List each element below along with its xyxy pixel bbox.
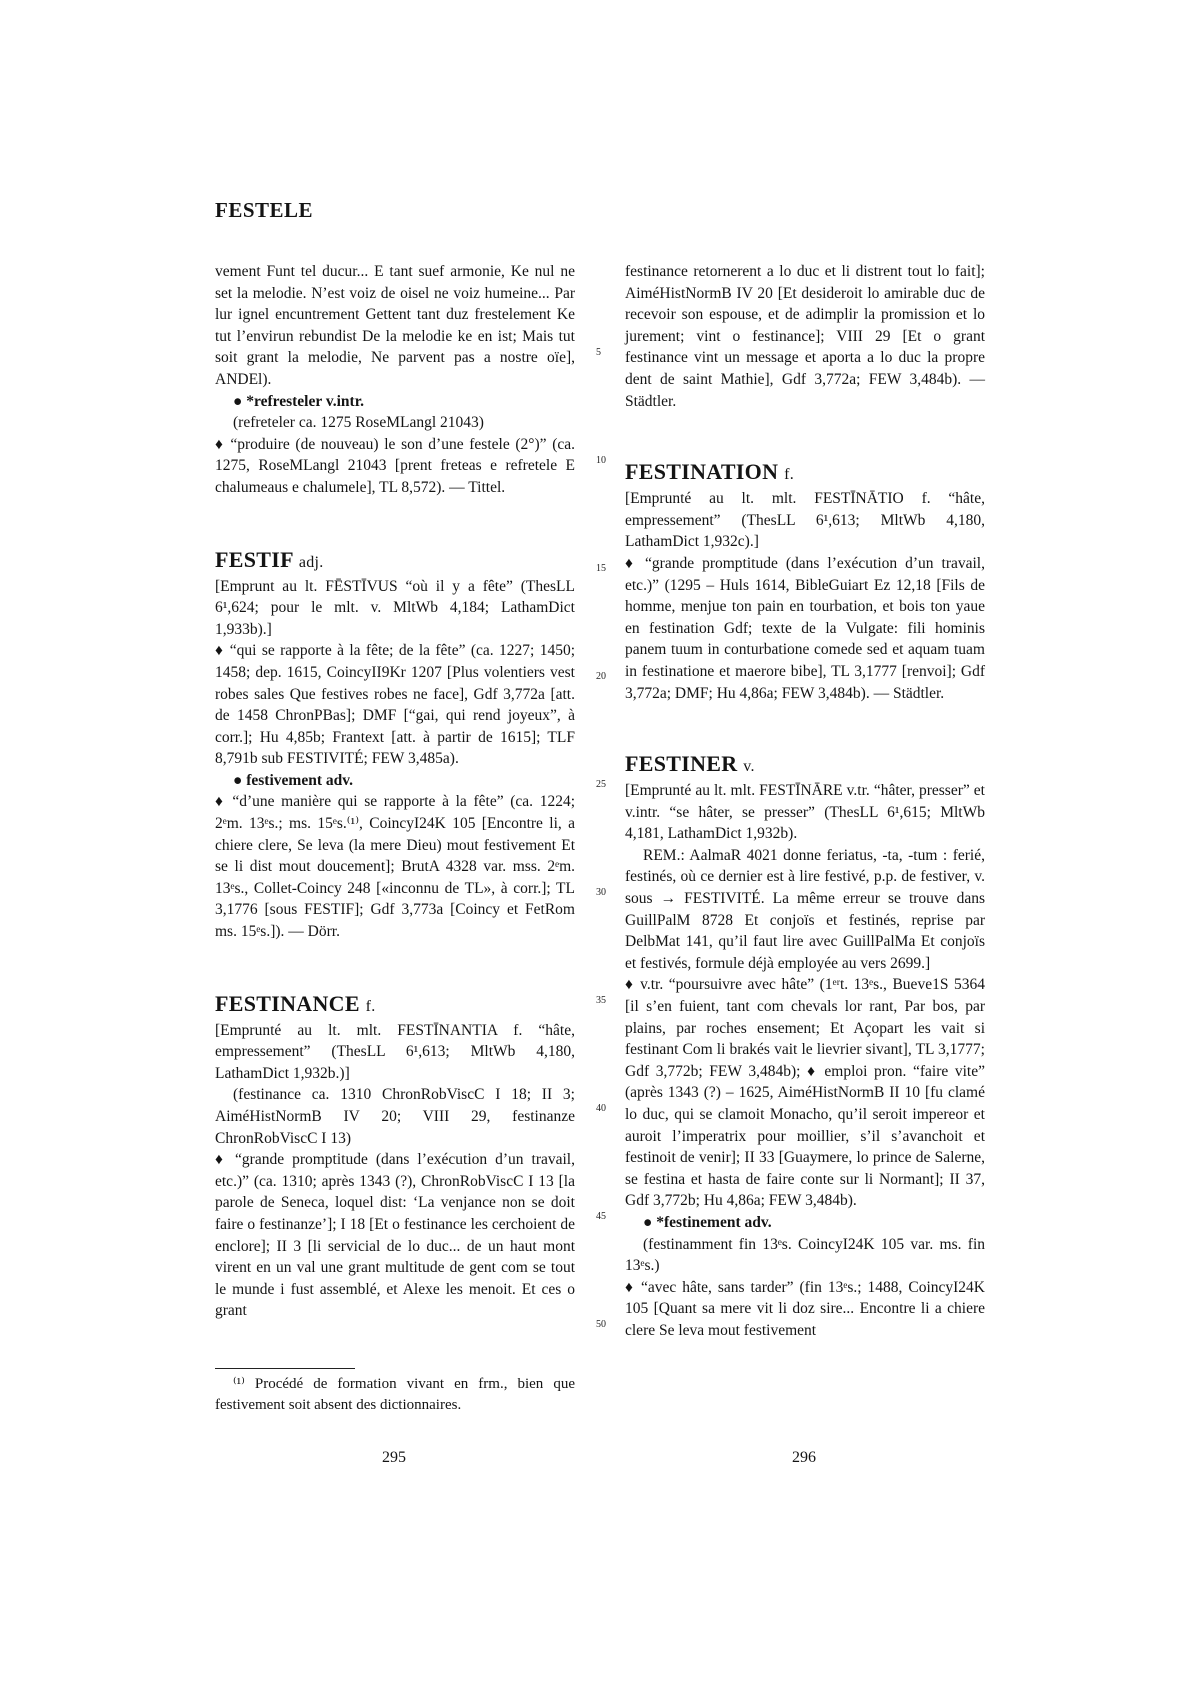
left-column — [215, 261, 575, 1322]
part-of-speech: adj. — [298, 553, 324, 571]
definition: ♦ v.tr. “poursuivre avec hâte” (1ᵉʳt. 13ᵉs., Bueve1S 5364 [il s’en fuient, tant com chevals lor rant, Par bos, par plains, par roches ensement; Et Açopart les vait si festinant Com li brakés vait le lievrier sivant], TL 3,1777; Gdf 3,772b; FEW 3,484b); ♦ emploi pron. “faire vite” (après 1343 (?) – 1625, AiméHistNormB II 10 [fu clamé lo duc, qui se clamoit Monacho, qu’il seroit impereor et auroit l’imperatrix pour moillier, s’il s’avanchoit et festinoit de venir]; II 33 [Guaymere, lo prince de Salerne, se festina et hasta de faire conte sur li Normant]; II 37, Gdf 3,772b; Hu 4,86a; FEW 3,484b). — [625, 976, 985, 1210]
attestation-list: (refreteler ca. 1275 RoseMLangl 21043) — [233, 414, 484, 432]
attestation-list: (festinamment fin 13ᵉs. CoincyI24K 105 var. ms. fin 13ᵉs.) — [625, 1235, 985, 1275]
etymology: [Emprunté au lt. mlt. FESTĪNĀRE v.tr. “hâter, presser” et v.intr. “se hâter, se presser” (ThesLL 6¹,615; MltWb 4,181, LathamDict 1,932b). — [625, 782, 985, 843]
running-head: FESTELE — [215, 198, 314, 222]
headword: FESTINATION — [625, 459, 779, 485]
line-number: 5 — [596, 347, 601, 358]
line-number: 30 — [596, 887, 606, 898]
remark: REM.: AalmaR 4021 donne feriatus, -ta, -tum : ferié, festinés, où ce dernier est à lire festivé, p.p. de festiver, v. sous → FESTIVITÉ. La même erreur se trouve dans GuillPalM 8728 Et conjoïs et festinés, reprise par DelbMat 141, qu’il faut lire avec GuillPalMa Et conjoïs et festivés, formule déjà employée au vers 2699.] — [625, 846, 985, 972]
line-number: 40 — [596, 1103, 606, 1114]
line-number: 10 — [596, 455, 606, 466]
entry-gap — [215, 499, 575, 547]
entry-text: festinance retornerent a lo duc et li distrent tout lo fait]; AiméHistNormB IV 20 [Et desideroit lo amirable duc de recevoir son espouse, et de adimplir la promission et lo jurement; vint o festinance]; VIII 29 [Et o grant festinance vint un message et aporta a lo duc la propre dent de saint Mathie], Gdf 3,772a; FEW 3,484b). — Städtler. — [625, 263, 985, 410]
line-number: 50 — [596, 1319, 606, 1330]
line-number: 35 — [596, 995, 606, 1006]
headword: FESTIF — [215, 546, 294, 572]
etymology: [Emprunt au lt. FĒSTĪVUS “où il y a fête” (ThesLL 6¹,624; pour le mlt. v. MltWb 4,184; LathamDict 1,933b).] — [215, 577, 575, 638]
etymology: [Emprunté au lt. mlt. FESTĪNĀTIO f. “hâte, empressement” (ThesLL 6¹,613; MltWb 4,180, LathamDict 1,932c).] — [625, 490, 985, 551]
line-number: 15 — [596, 563, 606, 574]
definition: ♦ “grande promptitude (dans l’exécution d’un travail, etc.)” (1295 – Huls 1614, BibleGuiart Ez 12,18 [Fils de homme, menjue ton pain en tourbation, et bois ton yaue en festination Gdf; texte de la Vulgate: fili hominis panem tuum in conturbatione comede sed et aquam tuam in festinatione et maerore bibe], TL 3,1777 [renvoi]; Gdf 3,772a; DMF; Hu 4,86a; FEW 3,484b). — Städtler. — [625, 554, 985, 702]
page-number-left: 295 — [382, 1449, 406, 1466]
definition: ♦ “produire (de nouveau) le son d’une festele (2°)” (ca. 1275, RoseMLangl 21043 [prent freteas e refretele E chalumeaus e chalumele], TL 8,572). — Tittel. — [215, 435, 575, 496]
part-of-speech: f. — [784, 466, 795, 484]
line-number: 45 — [596, 1211, 606, 1222]
footnote-rule — [215, 1368, 355, 1369]
definition: ♦ “qui se rapporte à la fête; de la fête” (ca. 1227; 1450; 1458; dep. 1615, CoincyII9Kr 1207 [Plus volentiers vest robes sales Que festives robes ne face], Gdf 3,772a [att. de 1458 ChronPBas]; DMF [“gai, qui rend joyeux”, à corr.]; Hu 4,85b; Frantext [att. à partir de 1615]; TLF 8,791b sub FESTIVITÉ; FEW 3,485a). — [215, 642, 575, 768]
subentry-headword: ● *refresteler v.intr. — [233, 392, 365, 410]
part-of-speech: f. — [365, 997, 376, 1015]
headword: FESTINER — [625, 751, 738, 777]
etymology: [Emprunté au lt. mlt. FESTĪNANTIA f. “hâte, empressement” (ThesLL 6¹,613; MltWb 4,180, LathamDict 1,932b.)] — [215, 1021, 575, 1082]
definition: ♦ “grande promptitude (dans l’exécution d’un travail, etc.)” (ca. 1310; après 1343 (?), ChronRobViscC I 13 [la parole de Seneca, loquel dist: ‘La venjance non se doit faire o festinanze’]; I 18 [Et o festinance les cerchoient de enclore]; II 3 [li servicial de lo duc... de un haut mont virent en un val une grant multitude de gent com se tout le munde i fust assemblé, et Alexe les menoit. Et ces o grant — [215, 1151, 575, 1320]
attestation-list: (festinance ca. 1310 ChronRobViscC I 18; II 3; AiméHistNormB IV 20; VIII 29, festinanze ChronRobViscC I 13) — [215, 1086, 575, 1147]
subentry-headword: ● festivement adv. — [233, 771, 353, 789]
part-of-speech: v. — [743, 758, 755, 776]
page-number-right: 296 — [792, 1449, 816, 1466]
right-column — [625, 261, 985, 1342]
entry-gap — [215, 943, 575, 991]
headword-festination — [625, 459, 985, 488]
headword-festif — [215, 547, 575, 576]
headword: FESTINANCE — [215, 990, 360, 1016]
entry-text: vement Funt tel ducur... E tant suef armonie, Ke nul ne set la melodie. N’est voiz de oisel ne voiz humeine... Par lur ignel encuntrement Gettent tant duz frestelement Ke tut l’envirun rebundist De la melodie ke en ist; Mais tut soit grant la melodie, Ne parvent pas a nostre oïe], ANDEl). — [215, 263, 575, 388]
headword-festinance — [215, 991, 575, 1020]
definition: ♦ “avec hâte, sans tarder” (fin 13ᵉs.; 1488, CoincyI24K 105 [Quant sa mere vit li doz sire... Encontre li a chiere clere Se leva mout festivement — [625, 1278, 985, 1339]
line-number: 20 — [596, 671, 606, 682]
definition: ♦ “d’une manière qui se rapporte à la fête” (ca. 1224; 2ᵉm. 13ᵉs.; ms. 15ᵉs.⁽¹⁾, CoincyI24K 105 [Encontre li, a chiere clere, Se leva (la mere Dieu) mout festivement Et se li dist mout doucement]; BrutA 4328 var. mss. 2ᵉm. 13ᵉs., Collet-Coincy 248 [«inconnu de TL», à corr.]; TL 3,1776 [sous FESTIF]; Gdf 3,773a [Coincy et FetRom ms. 15ᵉs.]). — Dörr. — [215, 793, 575, 941]
subentry-headword: ● *festinement adv. — [643, 1213, 772, 1231]
entry-gap — [625, 704, 985, 751]
entry-gap — [625, 412, 985, 459]
footnote: ⁽¹⁾ Procédé de formation vivant en frm., bien que festivement soit absent des dictionnaires. — [215, 1376, 575, 1413]
line-number: 25 — [596, 779, 606, 790]
headword-festiner — [625, 751, 985, 780]
